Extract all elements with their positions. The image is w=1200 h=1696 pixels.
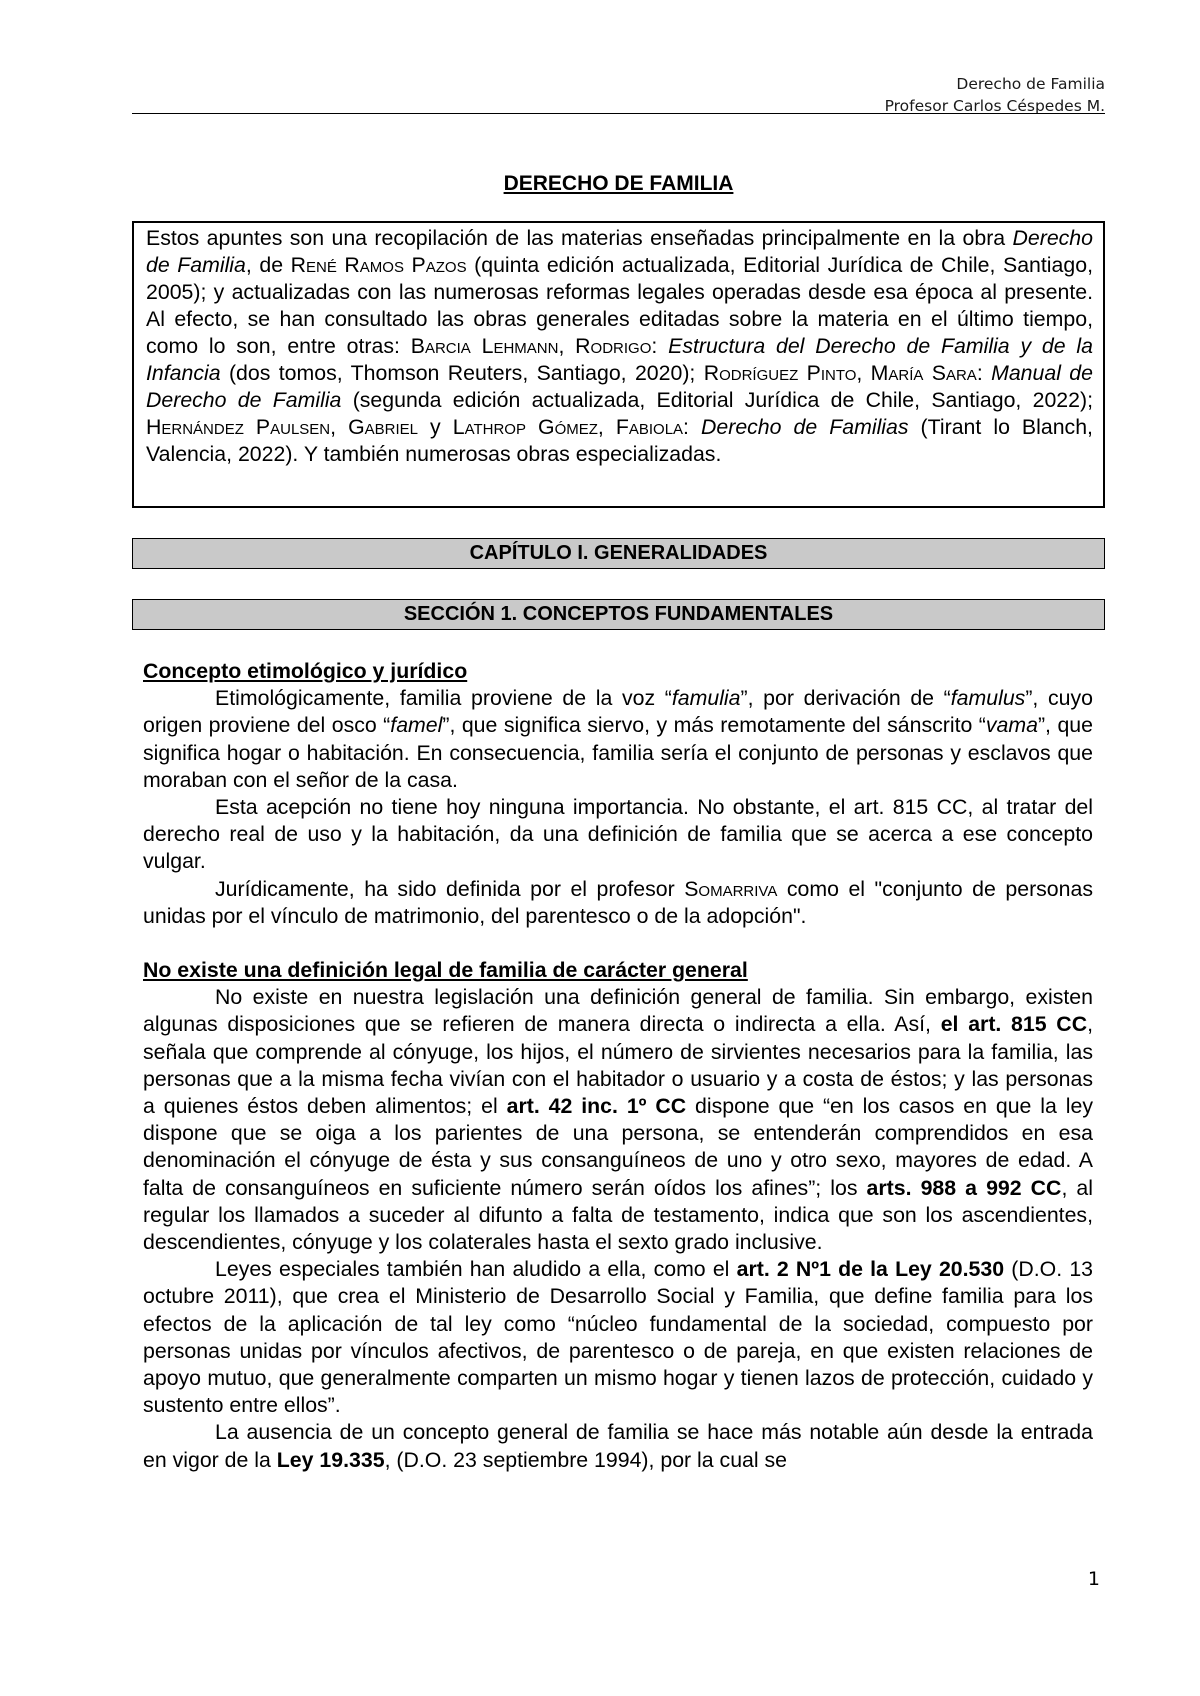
intro-text: , de bbox=[245, 253, 291, 277]
intro-author: René Ramos Pazos bbox=[290, 253, 467, 277]
intro-author: Rodríguez Pinto, María Sara bbox=[703, 361, 977, 385]
header-professor: Profesor Carlos Céspedes M. bbox=[884, 97, 1105, 115]
paragraph: Leyes especiales también han aludido a ella, como el art. 2 Nº1 de la Ley 20.530 (D.O. 13 octubre 2011), que crea el Ministerio de Desarrollo Social y Familia, que define familia para los efectos de la aplicación de tal ley como “núcleo fundamental de la sociedad, compuesto por personas unidas por vínculos afectivos, de parentesco o de pareja, en que existen relaciones de apoyo mutuo, que generalmente comparten un mismo hogar y tienen lazos de protección, cuidado y sustento entre ellos”. bbox=[143, 1257, 1094, 1418]
subheading-etymology: Concepto etimológico y jurídico bbox=[143, 659, 468, 683]
intro-author: Hernández Paulsen, Gabriel bbox=[146, 415, 419, 439]
intro-text: (Tirant lo Blanch, Valencia, 2022). Y también numerosas obras especializadas. bbox=[146, 415, 1093, 466]
paragraph: Jurídicamente, ha sido definida por el profesor Somarriva como el "conjunto de personas unidas por el vínculo de matrimonio, del parentesco o de la adopción". bbox=[143, 876, 1093, 928]
intro-book-title: Derecho de Familia bbox=[146, 226, 1093, 277]
paragraph-gap bbox=[143, 930, 1093, 957]
intro-book-title: Derecho de Familias bbox=[701, 415, 909, 439]
chapter-heading: CAPÍTULO I. GENERALIDADES bbox=[132, 538, 1105, 569]
page-number: 1 bbox=[1087, 1568, 1100, 1590]
paragraph: Etimológicamente, familia proviene de la voz “famulia”, por derivación de “famulus”, cuyo origen proviene del osco “famel”, que significa siervo, y más remotamente del sánscrito “vama”, que significa hogar o habitación. En consecuencia, familia sería el conjunto de personas y esclavos que moraban con el señor de la casa. bbox=[143, 686, 1093, 792]
intro-text: : bbox=[976, 361, 992, 385]
intro-author: Barcia Lehmann, Rodrigo bbox=[410, 334, 652, 358]
body-text bbox=[143, 658, 1093, 1474]
paragraph: Esta acepción no tiene hoy ninguna importancia. No obstante, el art. 815 CC, al tratar del derecho real de uso y la habitación, da una definición de familia que se acerca a ese concepto vulgar. bbox=[143, 795, 1093, 874]
header-course: Derecho de Familia bbox=[956, 75, 1105, 93]
intro-text: Estos apuntes son una recopilación de las materias enseñadas principalmente en la obra bbox=[146, 226, 1013, 250]
paragraph: No existe en nuestra legislación una definición general de familia. Sin embargo, existen algunas disposiciones que se refieren de manera directa o indirecta a ella. Así, el art. 815 CC, señala que comprende al cónyuge, los hijos, el número de sirvientes necesarios para la familia, las personas que a la misma fecha vivían con el habitador o usuario y a costa de éstos; y las personas a quienes éstos deben alimentos; el art. 42 inc. 1º CC dispone que “en los casos en que la ley dispone que se oiga a los parientes de una persona, se entenderán comprendidos en esa denominación el cónyuge de ésta y sus consanguíneos de uno y otro sexo, mayores de edad. A falta de consanguíneos en suficiente número serán oídos los afines”; los arts. 988 a 992 CC, al regular los llamados a suceder al difunto a falta de testamento, indica que son los ascendientes, descendientes, cónyuge y los colaterales hasta el sexto grado inclusive. bbox=[143, 985, 1093, 1255]
intro-text: (quinta edición actualizada, Editorial Jurídica de Chile, Santiago, 2005); y actualizadas con las numerosas reformas legales operadas desde esa época al presente. Al efecto, se han consultado las obras generales editadas sobre la materia en el último tiempo, como lo son, entre otras: bbox=[146, 253, 1093, 358]
intro-author: Lathrop Gómez, Fabiola bbox=[452, 415, 684, 439]
paragraph: La ausencia de un concepto general de familia se hace más notable aún desde la entrada en vigor de la Ley 19.335, (D.O. 23 septiembre 1994), por la cual se bbox=[143, 1420, 1093, 1472]
intro-text: : bbox=[651, 334, 669, 358]
intro-text: y bbox=[418, 415, 453, 439]
running-header bbox=[132, 73, 1105, 117]
intro-book-title: Manual de Derecho de Familia bbox=[146, 361, 1093, 412]
header-rule bbox=[132, 113, 1105, 114]
intro-text: : bbox=[683, 415, 701, 439]
intro-text: (segunda edición actualizada, Editorial Jurídica de Chile, Santiago, 2022); bbox=[341, 388, 1094, 412]
subheading-legal-definition: No existe una definición legal de familia de carácter general bbox=[143, 958, 748, 983]
document-title: DERECHO DE FAMILIA bbox=[503, 172, 734, 195]
intro-text: (dos tomos, Thomson Reuters, Santiago, 2020); bbox=[220, 361, 704, 385]
intro-book-title: Estructura del Derecho de Familia y de la Infancia bbox=[146, 334, 1093, 385]
section-heading: SECCIÓN 1. CONCEPTOS FUNDAMENTALES bbox=[132, 599, 1105, 630]
intro-box bbox=[132, 221, 1105, 508]
